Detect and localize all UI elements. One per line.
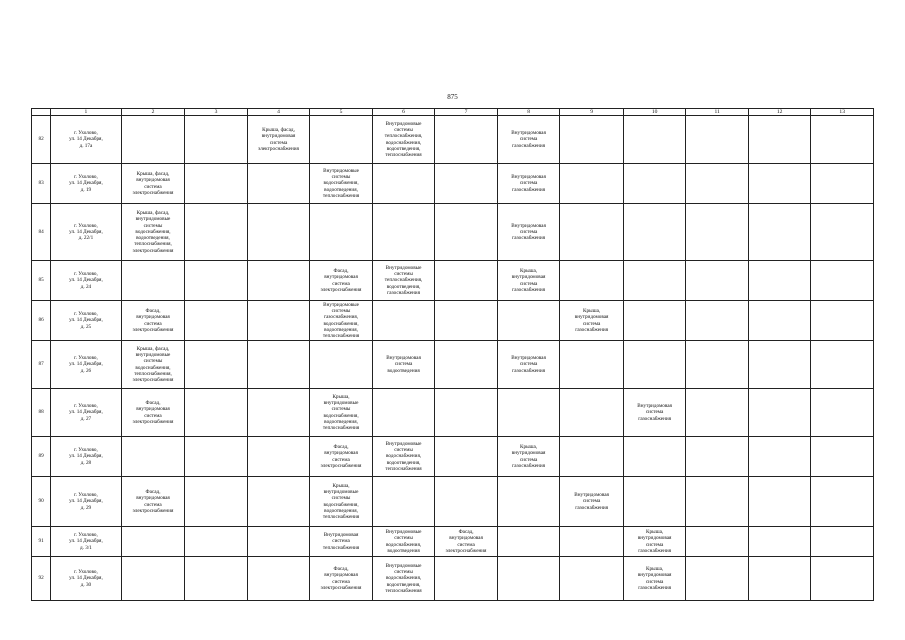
work-cell (310, 389, 373, 437)
cell-text: Внутридомовая система газоснабжения (574, 492, 609, 511)
table-row (32, 477, 874, 527)
work-cell (121, 527, 185, 557)
work-cell (497, 204, 560, 261)
column-header-3: 3 (185, 109, 248, 116)
work-cell (121, 301, 185, 341)
cell-text: Крыша, внутридомовая система газоснабжения (637, 565, 672, 591)
address-cell (51, 389, 122, 437)
work-cell (748, 301, 811, 341)
cell-text: 86 (38, 317, 44, 324)
work-cell (247, 301, 310, 341)
work-cell (748, 527, 811, 557)
work-cell (121, 164, 185, 204)
work-cell (686, 164, 749, 204)
cell-text: Внутридомовая система водоотведения (386, 355, 421, 374)
row-number-cell (32, 261, 51, 301)
cell-text: Крыша, внутридомовые системы водоснабжения, водоотведения, теплоснабжения (322, 393, 360, 432)
work-cell (748, 557, 811, 601)
work-cell (748, 477, 811, 527)
work-cell (623, 204, 686, 261)
work-cell (185, 301, 248, 341)
page-number: 875 (447, 93, 458, 101)
work-cell (497, 527, 560, 557)
work-cell (686, 527, 749, 557)
work-cell (247, 261, 310, 301)
work-cell (435, 164, 498, 204)
work-cell (185, 477, 248, 527)
work-cell (623, 261, 686, 301)
work-cell (686, 261, 749, 301)
cell-text: 83 (38, 180, 44, 187)
table-row (32, 389, 874, 437)
work-cell (121, 477, 185, 527)
work-cell (811, 341, 874, 389)
table-row (32, 204, 874, 261)
cell-text: 92 (38, 575, 44, 582)
work-cell (497, 389, 560, 437)
work-cell (560, 301, 624, 341)
cell-text: Фасад, внутридомовая система электроснабжения (320, 443, 362, 469)
cell-text: Крыша, внутридомовая система газоснабжения (511, 267, 546, 293)
work-cell (560, 477, 624, 527)
work-cell (121, 116, 185, 164)
cell-text: 84 (38, 228, 44, 235)
cell-text: г. Ухолово, ул. 14 Декабря, д. 24 (69, 271, 103, 290)
cell-text: 87 (38, 361, 44, 368)
work-cell (623, 341, 686, 389)
work-cell (497, 164, 560, 204)
work-cell (623, 527, 686, 557)
column-header-12: 12 (748, 109, 811, 116)
work-cell (372, 301, 435, 341)
cell-text: Фасад, внутридомовая система электроснабжения (132, 488, 174, 514)
work-cell (372, 164, 435, 204)
column-header-13: 13 (811, 109, 874, 116)
work-cell (623, 557, 686, 601)
work-cell (560, 164, 624, 204)
column-header-8: 8 (497, 109, 560, 116)
work-cell (185, 557, 248, 601)
work-cell (560, 437, 624, 477)
cell-text: Фасад, внутридомовая система электроснабжения (132, 307, 174, 333)
work-cell (623, 389, 686, 437)
work-cell (372, 261, 435, 301)
work-cell (560, 389, 624, 437)
address-cell (51, 204, 122, 261)
cell-text: Крыша, внутридомовая система газоснабжения (511, 443, 546, 469)
table-header (32, 109, 874, 116)
column-header-9: 9 (560, 109, 624, 116)
cell-text: Внутридомовые системы водоснабжения, водоотведения, теплоснабжения (322, 167, 360, 199)
cell-text: Внутридомовая система газоснабжения (637, 403, 672, 422)
work-cell (185, 261, 248, 301)
work-cell (247, 437, 310, 477)
work-cell (121, 204, 185, 261)
table-row (32, 341, 874, 389)
work-cell (560, 261, 624, 301)
cell-text: Крыша, внутридомовая система газоснабжения (574, 307, 609, 333)
column-header-11: 11 (686, 109, 749, 116)
table-row (32, 116, 874, 164)
row-number-cell (32, 164, 51, 204)
work-cell (121, 389, 185, 437)
work-cell (310, 261, 373, 301)
work-cell (185, 204, 248, 261)
column-header-1: 1 (51, 109, 122, 116)
address-cell (51, 261, 122, 301)
work-cell (247, 477, 310, 527)
work-cell (435, 204, 498, 261)
work-cell (310, 527, 373, 557)
address-cell (51, 437, 122, 477)
address-cell (51, 557, 122, 601)
work-cell (247, 557, 310, 601)
work-cell (435, 477, 498, 527)
work-cell (372, 116, 435, 164)
work-cell (435, 437, 498, 477)
work-cell (686, 437, 749, 477)
cell-text: Внутридомовые системы теплоснабжения, водоснабжения, водоотведения, теплоснабжения (384, 120, 423, 159)
header-row (32, 109, 874, 116)
work-cell (435, 389, 498, 437)
address-cell (51, 164, 122, 204)
cell-text: 82 (38, 136, 44, 143)
cell-text: Фасад, внутридомовая система электроснабжения (445, 528, 487, 554)
work-cell (811, 261, 874, 301)
work-cell (811, 164, 874, 204)
cell-text: Крыша, фасад, внутридомовая система электроснабжения (132, 170, 174, 196)
work-cell (372, 341, 435, 389)
work-cell (435, 261, 498, 301)
work-cell (686, 341, 749, 389)
work-cell (497, 437, 560, 477)
work-cell (497, 261, 560, 301)
work-cell (748, 389, 811, 437)
work-cell (247, 116, 310, 164)
table-row (32, 164, 874, 204)
cell-text: г. Ухолово, ул. 14 Декабря, д. 26 (69, 355, 103, 374)
cell-text: Крыша, фасад, внутридомовые системы водоснабжения, теплоснабжения, электроснабжения (132, 345, 174, 384)
table-row (32, 301, 874, 341)
work-cell (372, 437, 435, 477)
column-header-7: 7 (435, 109, 498, 116)
work-schedule-table (31, 108, 874, 601)
work-cell (623, 301, 686, 341)
cell-text: Внутридомовая система газоснабжения (511, 174, 546, 193)
work-cell (372, 477, 435, 527)
work-cell (121, 437, 185, 477)
row-number-cell (32, 116, 51, 164)
work-cell (686, 477, 749, 527)
column-header-5: 5 (310, 109, 373, 116)
work-cell (623, 116, 686, 164)
row-number-cell (32, 301, 51, 341)
column-header-2: 2 (121, 109, 185, 116)
cell-text: г. Ухолово, ул. 14 Декабря, д. 29 (69, 492, 103, 511)
cell-text: Внутридомовые системы водоснабжения, водоотведения, теплоснабжения (385, 562, 422, 594)
work-cell (748, 116, 811, 164)
table-row (32, 557, 874, 601)
work-cell (686, 301, 749, 341)
work-cell (310, 164, 373, 204)
work-cell (121, 261, 185, 301)
work-cell (497, 301, 560, 341)
cell-text: Крыша, внутридомовая система газоснабжения (637, 528, 672, 554)
address-cell (51, 116, 122, 164)
column-header-4: 4 (247, 109, 310, 116)
work-cell (121, 557, 185, 601)
cell-text: г. Ухолово, ул. 14 Декабря, д. 30 (69, 569, 103, 588)
work-cell (121, 341, 185, 389)
work-cell (686, 557, 749, 601)
row-number-cell (32, 389, 51, 437)
column-header-6: 6 (372, 109, 435, 116)
cell-text: Внутридомовая система газоснабжения (511, 222, 546, 242)
cell-text: г. Ухолово, ул. 14 Декабря, д. 19 (69, 174, 103, 193)
cell-text: Внутридомовая система теплоснабжения (322, 532, 360, 551)
cell-text: 85 (38, 277, 44, 284)
work-cell (185, 116, 248, 164)
work-cell (497, 341, 560, 389)
cell-text: Внутридомовая система газоснабжения (511, 355, 546, 374)
row-number-cell (32, 204, 51, 261)
work-cell (247, 341, 310, 389)
work-cell (372, 204, 435, 261)
cell-text: Крыша, фасад, внутридомовые системы водоснабжения, водоотведения, теплоснабжения, электроснабжения (132, 209, 174, 254)
row-number-cell (32, 477, 51, 527)
work-cell (686, 116, 749, 164)
work-cell (310, 204, 373, 261)
work-cell (435, 557, 498, 601)
work-cell (372, 557, 435, 601)
cell-text: г. Ухолово, ул. 14 Декабря, д. 27 (69, 403, 103, 422)
work-cell (811, 389, 874, 437)
work-cell (497, 116, 560, 164)
table-row (32, 527, 874, 557)
work-cell (247, 164, 310, 204)
work-cell (435, 341, 498, 389)
work-cell (623, 437, 686, 477)
work-cell (435, 301, 498, 341)
work-cell (310, 477, 373, 527)
work-cell (247, 527, 310, 557)
work-cell (435, 527, 498, 557)
work-cell (748, 164, 811, 204)
work-cell (560, 341, 624, 389)
cell-text: г. Ухолово, ул. 14 Декабря, д. 17а (69, 130, 103, 149)
work-cell (560, 557, 624, 601)
cell-text: Внутридомовая система газоснабжения (511, 130, 546, 149)
cell-text: Внутридомовые системы водоснабжения, водоотведения (385, 528, 422, 554)
work-cell (748, 204, 811, 261)
cell-text: Фасад, внутридомовая система электроснабжения (320, 267, 362, 293)
work-cell (811, 301, 874, 341)
work-cell (560, 116, 624, 164)
work-cell (623, 477, 686, 527)
address-cell (51, 477, 122, 527)
work-cell (310, 557, 373, 601)
cell-text: г. Ухолово, ул. 14 Декабря, д. 28 (69, 447, 103, 466)
cell-text: Фасад, внутридомовая система электроснабжения (132, 399, 174, 425)
cell-text: Фасад, внутридомовая система электроснабжения (320, 565, 362, 591)
row-number-cell (32, 557, 51, 601)
work-cell (811, 204, 874, 261)
address-cell (51, 301, 122, 341)
table-body (32, 116, 874, 601)
row-number-cell (32, 341, 51, 389)
work-cell (310, 116, 373, 164)
work-cell (185, 437, 248, 477)
cell-text: Внутридомовые системы водоснабжения, водоотведения, теплоснабжения (385, 440, 422, 472)
work-cell (185, 164, 248, 204)
work-cell (310, 301, 373, 341)
work-cell (310, 437, 373, 477)
work-cell (686, 389, 749, 437)
work-cell (748, 437, 811, 477)
work-cell (811, 557, 874, 601)
work-cell (748, 261, 811, 301)
cell-text: г. Ухолово, ул. 14 Декабря, д. 22/1 (69, 222, 103, 242)
work-cell (560, 527, 624, 557)
work-cell (310, 341, 373, 389)
work-cell (623, 164, 686, 204)
cell-text: Крыша, фасад, внутридомовая система электроснабжения (258, 126, 299, 152)
work-cell (372, 527, 435, 557)
cell-text: 91 (38, 538, 44, 545)
address-cell (51, 527, 122, 557)
work-cell (247, 389, 310, 437)
cell-text: г. Ухолово, ул. 14 Декабря, д. 25 (69, 311, 103, 330)
row-number-cell (32, 437, 51, 477)
address-cell (51, 341, 122, 389)
cell-text: Крыша, внутридомовые системы водоснабжения, водоотведения, теплоснабжения (322, 482, 360, 521)
work-cell (185, 341, 248, 389)
work-cell (811, 437, 874, 477)
work-cell (372, 389, 435, 437)
work-cell (811, 477, 874, 527)
work-cell (560, 204, 624, 261)
work-cell (185, 389, 248, 437)
work-cell (185, 527, 248, 557)
row-number-cell (32, 527, 51, 557)
work-cell (811, 116, 874, 164)
work-cell (435, 116, 498, 164)
cell-text: Внутридомовые системы теплоснабжения, водоотведения, газоснабжения (384, 264, 423, 296)
cell-text: 88 (38, 409, 44, 416)
table-row (32, 437, 874, 477)
cell-text: г. Ухолово, ул. 14 Декабря, д. 3/1 (69, 532, 103, 551)
work-cell (497, 477, 560, 527)
work-cell (686, 204, 749, 261)
cell-text: 89 (38, 453, 44, 460)
work-cell (748, 341, 811, 389)
work-cell (811, 527, 874, 557)
cell-text: Внутридомовые системы газоснабжения, водоснабжения, водоотведения, теплоснабжения (322, 301, 360, 340)
column-header-0 (32, 109, 51, 116)
table-row (32, 261, 874, 301)
work-cell (497, 557, 560, 601)
work-cell (247, 204, 310, 261)
cell-text: 90 (38, 498, 44, 505)
column-header-10: 10 (623, 109, 686, 116)
